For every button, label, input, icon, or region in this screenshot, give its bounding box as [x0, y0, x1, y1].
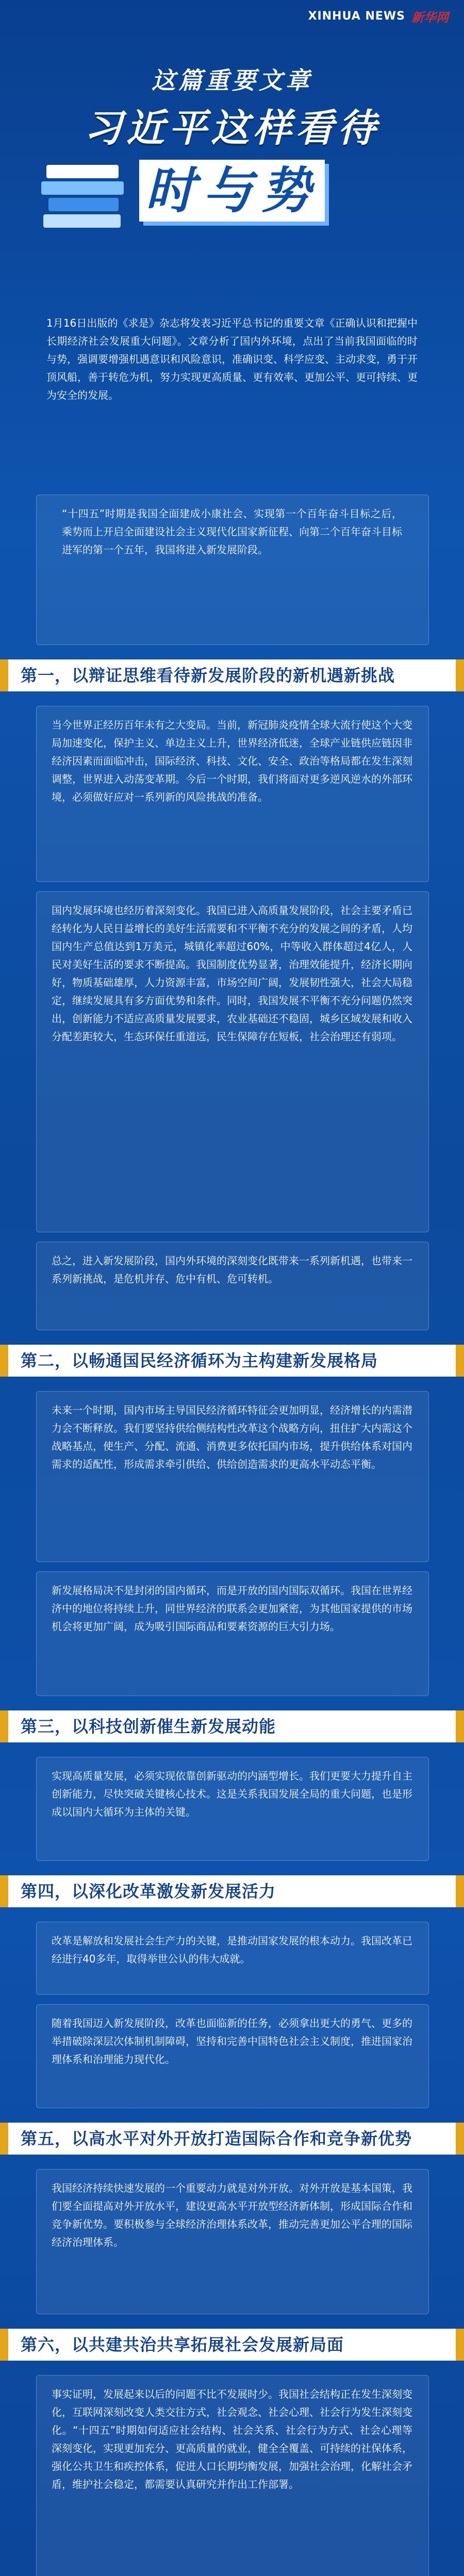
- headline: 习近平这样看待: [84, 106, 380, 150]
- section-6-para-1: 事实证明，发展起来以后的问题不比不发展时少。我国社会结构正在发生深刻变化，互联网深刻改变人类交往方式，社会观念、社会心理、社会行为发生深刻变化。“十四五”时期如何适应社会结构、社会关系、社会行为方式、社会心理等深刻变化，实现更加充分、更高质量的就业，健全全覆盖、可持续的社保体系，强化公共卫生和疾控体系，促进人口长期均衡发展，加强社会治理，化解社会矛盾，维护社会稳定，都需要认真研究并作出工作部署。: [52, 2388, 412, 2490]
- header: [0, 0, 464, 278]
- section-3-banner: 第三，以科技创新催生新发展动能: [0, 1710, 464, 1742]
- section-3-para-1: 实现高质量发展，必须实现依靠创新驱动的内涵型增长。我们更要大力提升自主创新能力，尽快突破关键核心技术。这是关系我国发展全局的重大问题，也是形成以国内大循环为主体的关键。: [52, 1770, 412, 1818]
- section-1-para-1: 当今世界正经历百年未有之大变局。当前，新冠肺炎疫情全球大流行使这个大变局加速变化，保护主义、单边主义上升，世界经济低迷，全球产业链供应链因非经济因素而面临冲击，国际经济、科技、文化、安全、政治等格局都在发生深刻调整，世界进入动荡变革期。今后一个时期，我们将面对更多逆风逆水的外部环境，必须做好应对一系列新的风险挑战的准备。: [52, 719, 412, 803]
- section-4-para-2: 随着我国迈入新发展阶段，改革也面临新的任务，必须拿出更大的勇气、更多的举措破除深层次体制机制障碍，坚持和完善中国特色社会主义制度，推进国家治理体系和治理能力现代化。: [52, 2017, 412, 2065]
- publisher-logos: [308, 7, 449, 25]
- section-1-banner: 第一，以辩证思维看待新发展阶段的新机遇新挑战: [0, 659, 464, 691]
- section-4-banner: 第四，以深化改革激发新发展活力: [0, 1875, 464, 1907]
- section-2-para-1: 未来一个时期，国内市场主导国民经济循环特征会更加明显，经济增长的内需潜力会不断释放。我们要坚持供给侧结构性改革这个战略方向，扭住扩大内需这个战略基点，使生产、分配、流通、消费更多依托国内市场，提升供给体系对国内需求的适配性，形成需求牵引供给、供给创造需求的更高水平动态平衡。: [52, 1404, 412, 1470]
- intro-box-paragraph: “十四五”时期是我国全面建成小康社会、实现第一个百年奋斗目标之后，乘势而上开启全面建设社会主义现代化国家新征程、向第二个百年奋斗目标进军的第一个五年，我国将进入新发展阶段。: [62, 507, 402, 556]
- section-4-para-1: 改革是解放和发展社会生产力的关键，是推动国家发展的根本动力。我国改革已经进行40多年，取得举世公认的伟大成就。: [52, 1935, 412, 1965]
- books-illustration: [41, 155, 129, 237]
- xinhua-news-logo: XINHUA NEWS: [308, 10, 405, 23]
- section-6-banner: 第六，以共建共治共享拓展社会发展新局面: [0, 2329, 464, 2361]
- main-title: 时与势: [139, 160, 325, 222]
- xinhuanet-logo: 新华网: [411, 10, 449, 25]
- intro-paragraph: 1月16日出版的《求是》杂志将发表习近平总书记的重要文章《正确认识和把握中长期经济社会发展重大问题》。文章分析了国内外环境，点出了当前我国面临的时与势，强调要增强机遇意识和风险意识，准确识变、科学应变、主动求变，勇于开顶风船，善于转危为机，努力实现更高质量、更有效率、更加公平、更可持续、更为安全的发展。: [46, 317, 418, 401]
- kicker-title: 这篇重要文章: [152, 66, 312, 94]
- section-5-banner: 第五，以高水平对外开放打造国际合作和竞争新优势: [0, 2123, 464, 2155]
- section-2-para-2: 新发展格局决不是封闭的国内循环，而是开放的国内国际双循环。我国在世界经济中的地位将持续上升，同世界经济的联系会更加紧密，为其他国家提供的市场机会将更加广阔，成为吸引国际商品和要素资源的巨大引力场。: [52, 1584, 412, 1633]
- section-2-banner: 第二，以畅通国民经济循环为主构建新发展格局: [0, 1345, 464, 1377]
- section-1-para-2: 国内发展环境也经历着深刻变化。我国已进入高质量发展阶段，社会主要矛盾已经转化为人民日益增长的美好生活需要和不平衡不充分的发展之间的矛盾，人均国内生产总值达到1万美元，城镇化率超过60%，中等收入群体超过4亿人，人民对美好生活的要求不断提高。我国制度优势显著，治理效能提升，经济长期向好，物质基础雄厚，人力资源丰富，市场空间广阔，发展韧性强大，社会大局稳定，继续发展具有多方面优势和条件。同时，我国发展不平衡不充分问题仍然突出，创新能力不适应高质量发展要求，农业基础还不稳固，城乡区域发展和收入分配差距较大，生态环保任重道远，民生保障存在短板，社会治理还有弱项。: [52, 904, 412, 1043]
- section-1-para-3: 总之，进入新发展阶段，国内外环境的深刻变化既带来一系列新机遇，也带来一系列新挑战，是危机并存、危中有机、危可转机。: [52, 1255, 412, 1285]
- section-5-para-1: 我国经济持续快速发展的一个重要动力就是对外开放。对外开放是基本国策，我们要全面提高对外开放水平，建设更高水平开放型经济新体制，形成国际合作和竞争新优势。要积极参与全球经济治理体系改革，推动完善更加公平合理的国际经济治理体系。: [52, 2182, 412, 2248]
